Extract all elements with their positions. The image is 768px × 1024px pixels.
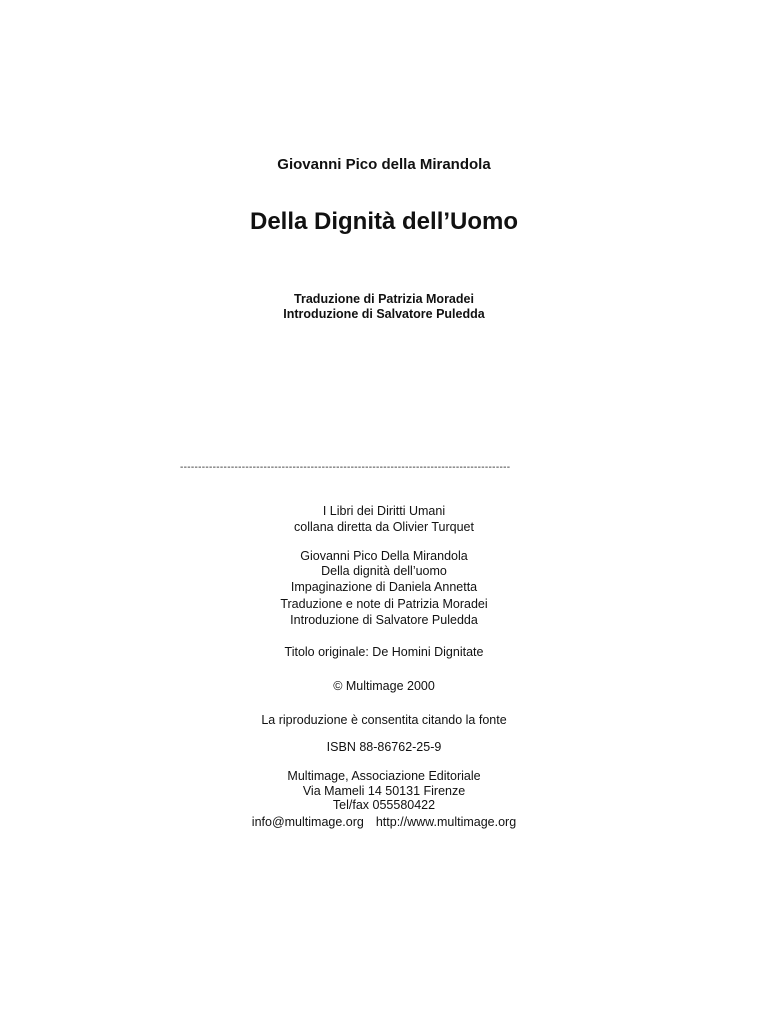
publisher-email: info@multimage.org xyxy=(251,815,364,829)
contact-row xyxy=(0,815,768,829)
series-name: I Libri dei Diritti Umani xyxy=(322,504,446,518)
colophon-title: Della dignità dell’uomo xyxy=(321,564,447,578)
book-title: Della Dignità dell’Uomo xyxy=(249,208,519,235)
translation-credit: Traduzione di Patrizia Moradei xyxy=(294,292,474,306)
layout-credit: Impaginazione di Daniela Annetta xyxy=(290,580,478,594)
original-title: Titolo originale: De Homini Dignitate xyxy=(284,645,484,659)
dashed-divider: ------------------------------------------------------------------------------------------- xyxy=(180,462,511,473)
isbn: ISBN 88-86762-25-9 xyxy=(326,740,442,754)
introduction-credit: Introduzione di Salvatore Puledda xyxy=(283,307,485,321)
translation-notes-credit: Traduzione e note di Patrizia Moradei xyxy=(280,597,488,611)
introduction-credit-colophon: Introduzione di Salvatore Puledda xyxy=(290,613,478,627)
publisher-address: Via Mameli 14 50131 Firenze xyxy=(302,784,466,798)
author-name: Giovanni Pico della Mirandola xyxy=(277,156,491,173)
publisher-name: Multimage, Associazione Editoriale xyxy=(287,769,481,783)
reproduction-note: La riproduzione è consentita citando la fonte xyxy=(261,713,507,727)
series-editor: collana diretta da Olivier Turquet xyxy=(294,520,474,534)
publisher-phone: Tel/fax 055580422 xyxy=(332,798,436,812)
copyright-notice: © Multimage 2000 xyxy=(333,679,435,693)
colophon-author: Giovanni Pico Della Mirandola xyxy=(300,549,468,563)
publisher-website: http://www.multimage.org xyxy=(375,815,517,829)
